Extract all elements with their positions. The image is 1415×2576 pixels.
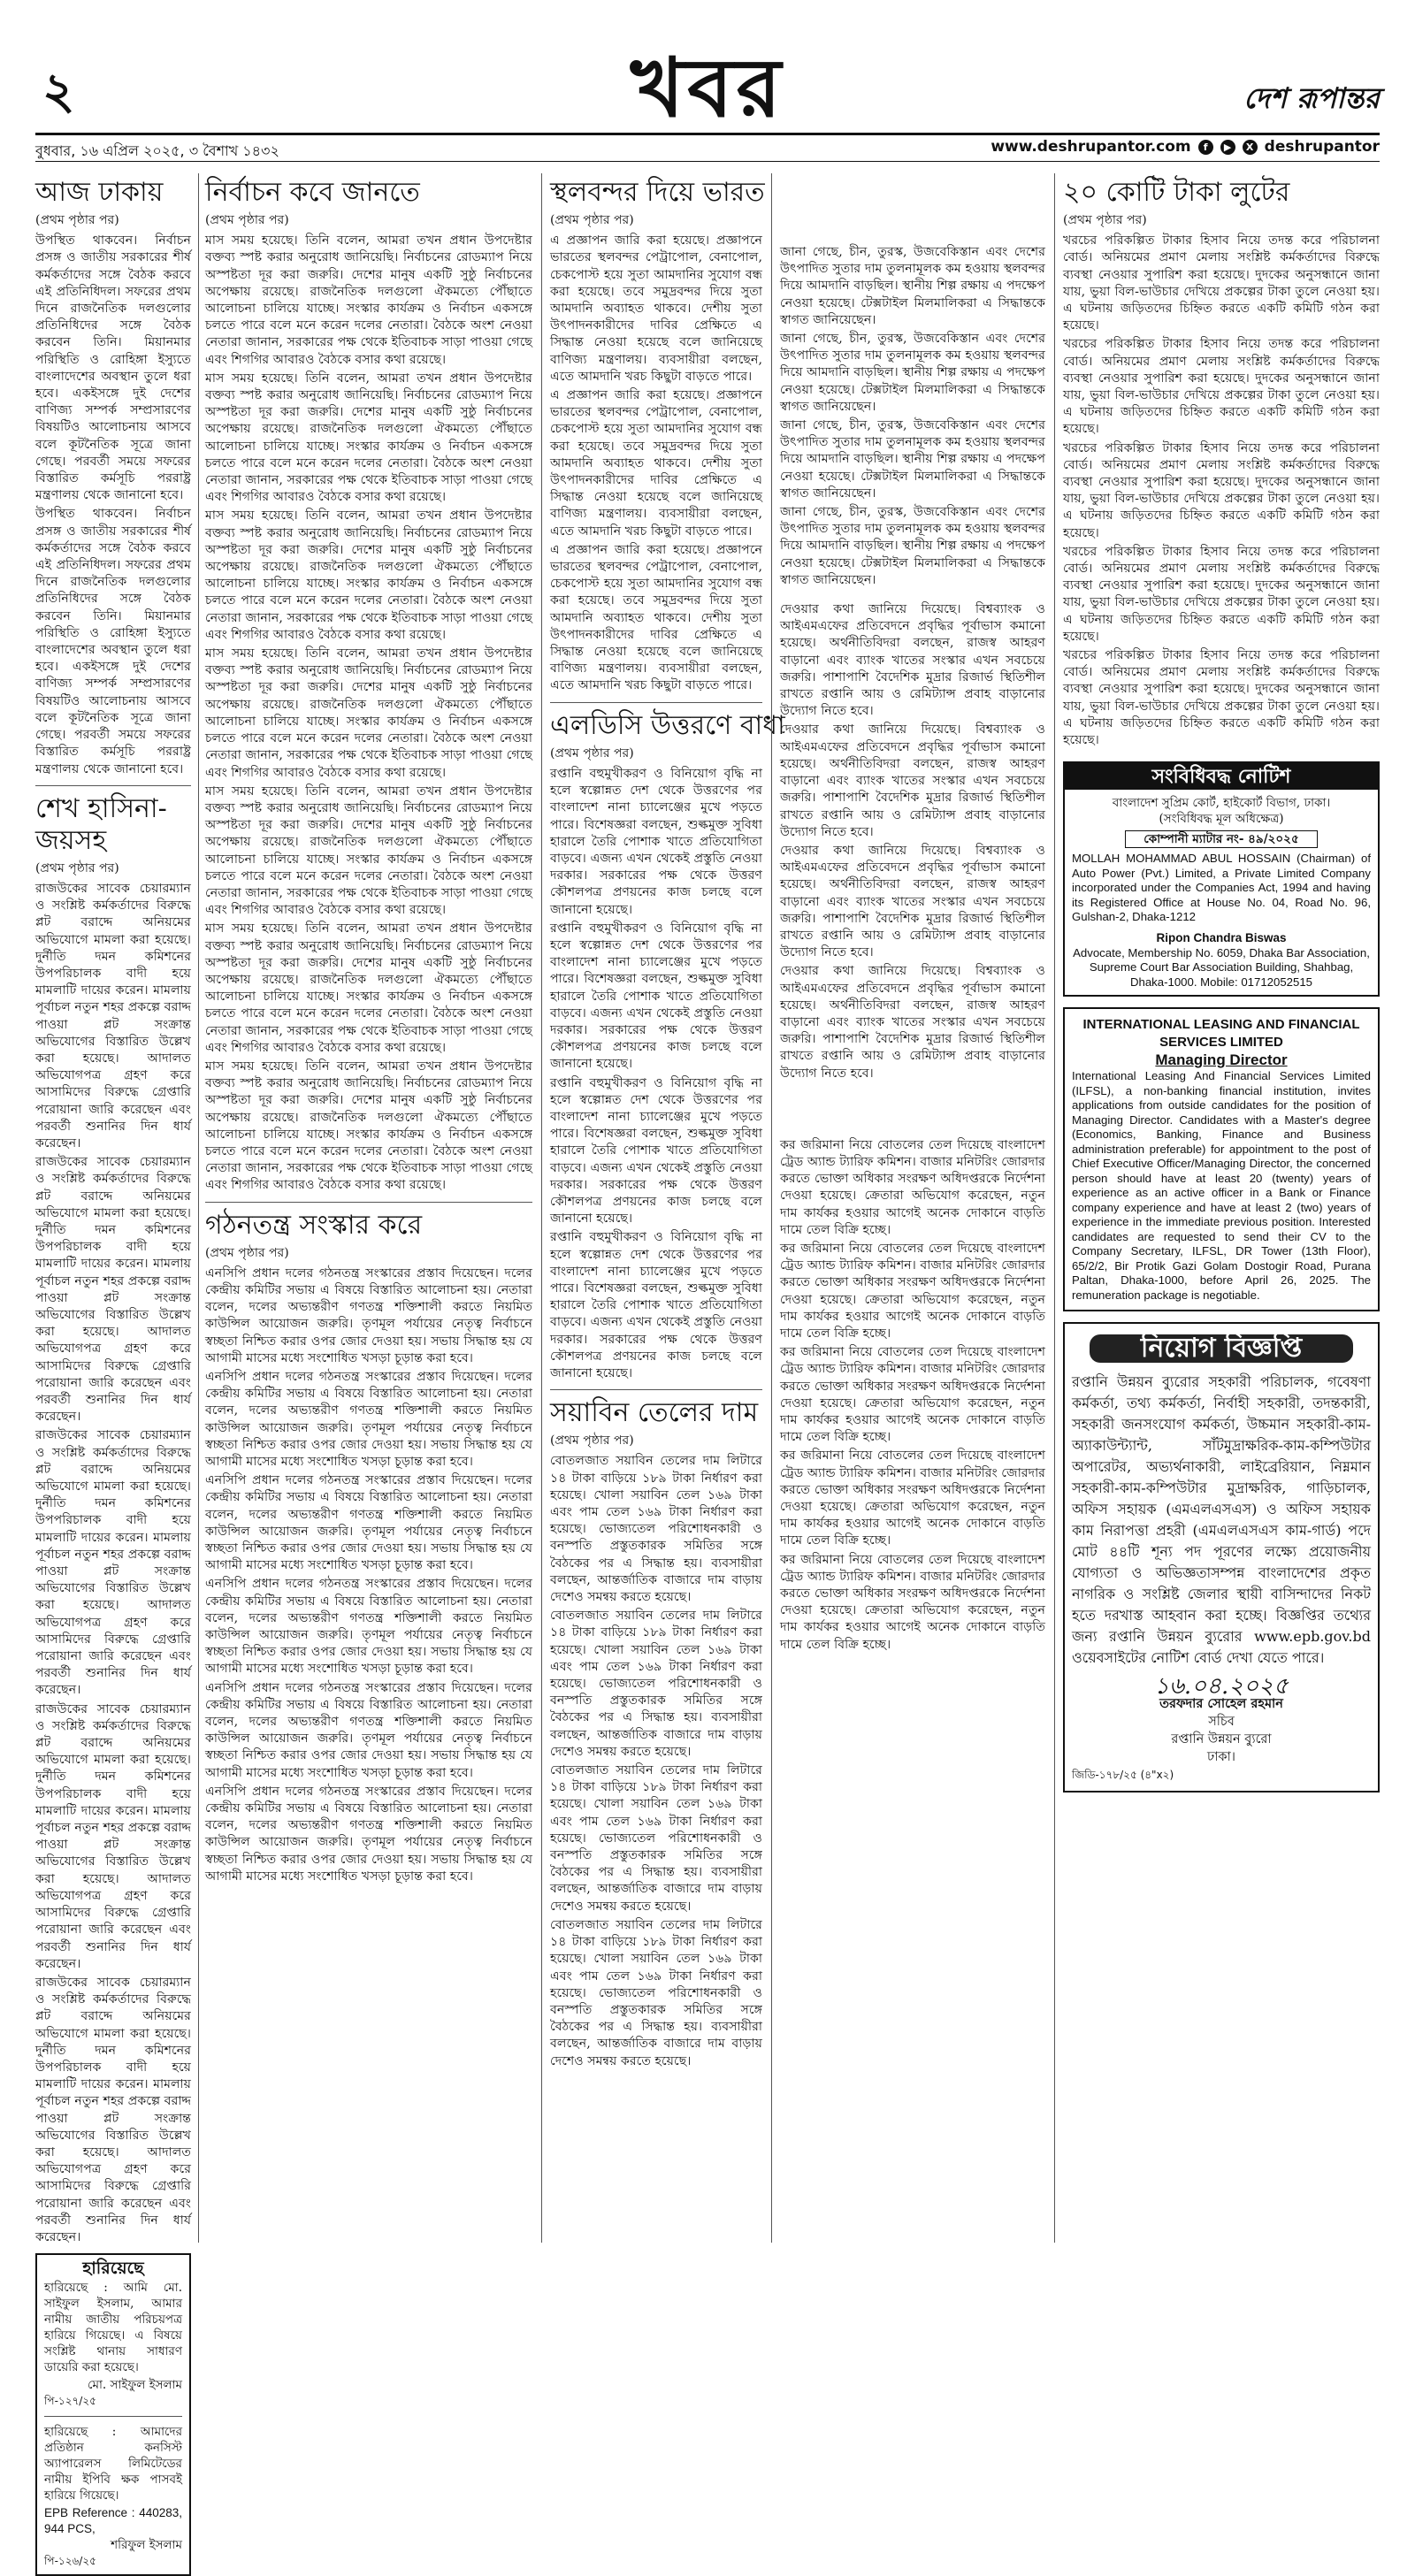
bottom-rule [35, 161, 1380, 162]
lost-notice-text: হারিয়েছে : আমি মো. সাইফুল ইসলাম, আমার নামীয় জাতীয় পরিচয়পত্র হারিয়ে গিয়েছে। এ বিষয়ে সংশ্লিষ্ট থানায় সাধারণ ডায়েরি করা হয়েছে। [44, 2281, 182, 2375]
column-divider [198, 173, 199, 2243]
article-body: এ প্রজ্ঞাপন জারি করা হয়েছে। প্রজ্ঞাপনে ভারতের স্থলবন্দর পেট্রাপোল, বেনাপোল, চেকপোস্ট হয়ে সুতা আমদানির সুযোগ বন্ধ করা হয়েছে। তবে সমুদ্রবন্দর দিয়ে সুতা আমদানি অব্যাহত থাকবে। দেশীয় সুতা উৎপাদনকারীদের দাবির প্রেক্ষিতে এ সিদ্ধান্ত নেওয়া হয়েছে বলে জানিয়েছে বাণিজ্য মন্ত্রণালয়। ব্যবসায়ীরা বলছেন, এতে আমদানি খরচ কিছুটা বাড়তে পারে। [550, 388, 762, 539]
article-body: রাজউকের সাবেক চেয়ারম্যান ও সংশ্লিষ্ট কর্মকর্তাদের বিরুদ্ধে প্লট বরাদ্দে অনিয়মের অভিযোগে মামলা করা হয়েছে। দুর্নীতি দমন কমিশনের উপপরিচালক বাদী হয়ে মামলাটি দায়ের করেন। মামলায় পূর্বাচল নতুন শহর প্রকল্পে বরাদ্দ পাওয়া প্লট সংক্রান্ত অভিযোগের বিস্তারিত উল্লেখ করা হয়েছে। আদালত অভিযোগপত্র গ্রহণ করে আসামিদের বিরুদ্ধে গ্রেপ্তারি পরোয়ানা জারি করেছেন এবং পরবর্তী শুনানির দিন ধার্য করেছেন। [35, 1701, 191, 1971]
article-body: জানা গেছে, চীন, তুরস্ক, উজবেকিস্তান এবং দেশের উৎপাদিত সুতার দাম তুলনামূলক কম হওয়ায় স্থলবন্দর দিয়ে আমদানি বাড়ছিল। স্থানীয় শিল্প রক্ষায় এ পদক্ষেপ নেওয়া হয়েছে। টেক্সটাইল মিলমালিকরা এ সিদ্ধান্তকে স্বাগত জানিয়েছেন। [780, 418, 1045, 501]
ilfsl-ad-body: International Leasing And Financial Services Limited (ILFSL), a non-banking financial institution, invites applications from outside candidates for the position of Managing Director. Candidates with a Master's degree (Economics, Banking, Finance and Business administration preferable) for appointment to the post of Chief Executive Officer/Managing Director, the concerned person should have at least 20 (twenty) years of experience as an active officer in a Bank or Finance company experience and have at least 2 (two) years of experience in the immediate previous position. Interested candidates are requested to send their CV to the Company Secretary, ILFSL, DR Tower (13th Floor), 65/2/2, Bir Protik Gazi Golam Dostogir Road, Purana Paltan, Dhaka-1000, before April 26, 2025. The remuneration package is negotiable. [1072, 1069, 1371, 1302]
article-body: রপ্তানি বহুমুখীকরণ ও বিনিয়োগ বৃদ্ধি না হলে স্বল্পোন্নত দেশ থেকে উত্তরণের পর বাংলাদেশ নানা চ্যালেঞ্জের মুখে পড়তে পারে। বিশেষজ্ঞরা বলছেন, শুল্কমুক্ত সুবিধা হারালে তৈরি পোশাক খাতে প্রতিযোগিতা বাড়বে। এজন্য এখন থেকেই প্রস্তুতি নেওয়া দরকার। সরকারের পক্ষ থেকে উত্তরণ কৌশলপত্র প্রণয়নের কাজ চলছে বলে জানানো হয়েছে। [550, 1230, 762, 1380]
headline-soybean-oil[interactable]: সয়াবিন তেলের দাম [550, 1397, 759, 1429]
article-body: রপ্তানি বহুমুখীকরণ ও বিনিয়োগ বৃদ্ধি না হলে স্বল্পোন্নত দেশ থেকে উত্তরণের পর বাংলাদেশ নানা চ্যালেঞ্জের মুখে পড়তে পারে। বিশেষজ্ঞরা বলছেন, শুল্কমুক্ত সুবিধা হারালে তৈরি পোশাক খাতে প্রতিযোগিতা বাড়বে। এজন্য এখন থেকেই প্রস্তুতি নেওয়া দরকার। সরকারের পক্ষ থেকে উত্তরণ কৌশলপত্র প্রণয়নের কাজ চলছে বলে জানানো হয়েছে। [550, 766, 762, 917]
lost-notice-title: হারিয়েছে [82, 2259, 144, 2279]
article-body: কর জরিমানা নিয়ে বোতলের তেল দিয়েছে বাংলাদেশ ট্রেড অ্যান্ড ট্যারিফ কমিশন। বাজার মনিটরিং জোরদার করতে ভোক্তা অধিকার সংরক্ষণ অধিদপ্তরকে নির্দেশনা দেওয়া হয়েছে। ক্রেতারা অভিযোগ করেছেন, নতুন দাম কার্যকর হওয়ার আগেই অনেক দোকানে বাড়তি দামে তেল বিক্রি হচ্ছে। [780, 1552, 1045, 1652]
column-1 [35, 173, 191, 2568]
lost-notice-text: হারিয়েছে : আমাদের প্রতিষ্ঠান কনসিস্ট অ্যাপারেলস লিমিটেডের নামীয় ইপিবি ক্ষক পাসবই হারিয়ে গিয়েছে। [44, 2425, 182, 2503]
recruitment-notice [1063, 1322, 1380, 1792]
recruitment-body: রপ্তানি উন্নয়ন ব্যুরোর সহকারী পরিচালক, গবেষণা কর্মকর্তা, তথ্য কর্মকর্তা, নির্বাহী সহকারী, তদন্তকারী, সহকারী জনসংযোগ কর্মকর্তা, উচ্চমান সহকারী-কাম-অ্যাকাউন্ট্যান্ট, সাঁটমুদ্রাক্ষরিক-কাম-কম্পিউটার অপারেটর, অভ্যর্থনাকারী, লাইব্রেরিয়ান, নিম্নমান সহকারী-কাম-কম্পিউটার মুদ্রাক্ষরিক, গাড়িচালক, অফিস সহায়ক (এমএলএসএস) ও অফিস সহায়ক কাম নিরাপত্তা প্রহরী (এমএলএসএস কাম-গার্ড) পদে মোট ৪৪টি শূন্য পদ পূরণের লক্ষ্যে প্রয়োজনীয় যোগ্যতা ও অভিজ্ঞতাসম্পন্ন বাংলাদেশের প্রকৃত নাগরিক ও সংশ্লিষ্ট জেলার স্থায়ী বাসিন্দাদের নিকট হতে দরখাস্ত আহবান করা হচ্ছে। বিজ্ঞপ্তির তথ্যের জন্য রপ্তানি উন্নয়ন ব্যুরোর www.epb.gov.bd ওয়েবসাইটের নোটিশ বোর্ড দেখা যেতে পারে। [1072, 1373, 1371, 1667]
notice-english-text: MOLLAH MOHAMMAD ABUL HOSSAIN (Chairman) of Auto Power (Pvt.) Limited, a Private Limited Company incorporated under the Companies Act, 1994 and having its Registered Office at House No. 04, Road No. 96, Gulshan-2, Dhaka-1212 [1072, 852, 1371, 924]
article-body: বোতলজাত সয়াবিন তেলের দাম লিটারে ১৪ টাকা বাড়িয়ে ১৮৯ টাকা নির্ধারণ করা হয়েছে। খোলা সয়াবিন তেল ১৬৯ টাকা এবং পাম তেল ১৬৯ টাকা নির্ধারণ করা হয়েছে। ভোজ্যতেল পরিশোধনকারী ও বনস্পতি প্রস্তুতকারক সমিতির সঙ্গে বৈঠকের পর এ সিদ্ধান্ত হয়। ব্যবসায়ীরা বলছেন, আন্তর্জাতিক বাজারে দাম বাড়ায় দেশেও সমন্বয় করতে হয়েছে। [550, 1609, 762, 1759]
headline-ldc-graduation[interactable]: এলডিসি উত্তরণে বাধা [550, 709, 785, 741]
article-body: মাস সময় হয়েছে। তিনি বলেন, আমরা তখন প্রধান উপদেষ্টার বক্তব্য স্পষ্ট করার অনুরোধ জানিয়েছি। নির্বাচনের রোডম্যাপ নিয়ে অস্পষ্টতা দূর করা জরুরি। দেশের মানুষ একটি সুষ্ঠু নির্বাচনের অপেক্ষায় রয়েছে। রাজনৈতিক দলগুলো ঐকমত্যে পৌঁছাতে আলোচনা চালিয়ে যাচ্ছে। সংস্কার কার্যক্রম ও নির্বাচন একসঙ্গে চলতে পারে বলে মনে করেন দলের নেতারা। বৈঠকে অংশ নেওয়া নেতারা জানান, সরকারের পক্ষ থেকে ইতিবাচক সাড়া পাওয়া গেছে এবং শিগগির আবারও বৈঠকে বসার কথা রয়েছে। [205, 646, 532, 780]
article-body: রাজউকের সাবেক চেয়ারম্যান ও সংশ্লিষ্ট কর্মকর্তাদের বিরুদ্ধে প্লট বরাদ্দে অনিয়মের অভিযোগে মামলা করা হয়েছে। দুর্নীতি দমন কমিশনের উপপরিচালক বাদী হয়ে মামলাটি দায়ের করেন। মামলায় পূর্বাচল নতুন শহর প্রকল্পে বরাদ্দ পাওয়া প্লট সংক্রান্ত অভিযোগের বিস্তারিত উল্লেখ করা হয়েছে। আদালত অভিযোগপত্র গ্রহণ করে আসামিদের বিরুদ্ধে গ্রেপ্তারি পরোয়ানা জারি করেছেন এবং পরবর্তী শুনানির দিন ধার্য করেছেন। [35, 881, 191, 1150]
article-body: এনসিপি প্রধান দলের গঠনতন্ত্র সংস্কারের প্রস্তাব দিয়েছেন। দলের কেন্দ্রীয় কমিটির সভায় এ বিষয়ে বিস্তারিত আলোচনা হয়। নেতারা বলেন, দলের অভ্যন্তরীণ গণতন্ত্র শক্তিশালী করতে নিয়মিত কাউন্সিল আয়োজন জরুরি। তৃণমূল পর্যায়ের নেতৃত্ব নির্বাচনে স্বচ্ছতা নিশ্চিত করার ওপর জোর দেওয়া হয়। সভায় সিদ্ধান্ত হয় যে আগামী মাসের মধ্যে সংশোধিত খসড়া চূড়ান্ত করা হবে। [205, 1784, 532, 1884]
divider [550, 1389, 762, 1390]
article-body: খরচের পরিকল্পিত টাকার হিসাব নিয়ে তদন্ত করে পরিচালনা বোর্ড। অনিয়মের প্রমাণ মেলায় সংশ্লিষ্ট কর্মকর্তাদের বিরুদ্ধে ব্যবস্থা নেওয়ার সুপারিশ করা হয়েছে। দুদকের অনুসন্ধানে জানা যায়, ভুয়া বিল-ভাউচার দেখিয়ে প্রকল্পের টাকা তুলে নেওয়া হয়। এ ঘটনায় জড়িতদের চিহ্নিত করতে একটি কমিটি গঠন করা হয়েছে। [1063, 337, 1380, 437]
website-link[interactable]: www.deshrupantor.com [990, 138, 1191, 156]
continued-label: (প্রথম পৃষ্ঠার পর) [550, 745, 634, 761]
social-handle[interactable]: deshrupantor [1264, 138, 1380, 156]
article-body: মাস সময় হয়েছে। তিনি বলেন, আমরা তখন প্রধান উপদেষ্টার বক্তব্য স্পষ্ট করার অনুরোধ জানিয়েছি। নির্বাচনের রোডম্যাপ নিয়ে অস্পষ্টতা দূর করা জরুরি। দেশের মানুষ একটি সুষ্ঠু নির্বাচনের অপেক্ষায় রয়েছে। রাজনৈতিক দলগুলো ঐকমত্যে পৌঁছাতে আলোচনা চালিয়ে যাচ্ছে। সংস্কার কার্যক্রম ও নির্বাচন একসঙ্গে চলতে পারে বলে মনে করেন দলের নেতারা। বৈঠকে অংশ নেওয়া নেতারা জানান, সরকারের পক্ষ থেকে ইতিবাচক সাড়া পাওয়া গেছে এবং শিগগির আবারও বৈঠকে বসার কথা রয়েছে। [205, 371, 532, 505]
notice-lawyer-name: Ripon Chandra Biswas [1156, 930, 1287, 944]
recruitment-signatory: তরফদার সোহেল রহমান [1159, 1696, 1283, 1712]
column-divider [1054, 173, 1055, 2243]
headline-constitution-reform[interactable]: গঠনতন্ত্র সংস্কার করে [205, 1209, 423, 1241]
lost-notice-sign: শরিফুল ইসলাম [111, 2538, 182, 2553]
statutory-notice [1063, 761, 1380, 997]
recruitment-city: ঢাকা। [1207, 1750, 1235, 1765]
article-body: দেওয়ার কথা জানিয়ে দিয়েছে। বিশ্বব্যাংক ও আইএমএফের প্রতিবেদনে প্রবৃদ্ধির পূর্বাভাস কমানো হয়েছে। অর্থনীতিবিদরা বলছেন, রাজস্ব আহরণ বাড়ানো এবং ব্যাংক খাতের সংস্কার এখন সবচেয়ে জরুরি। পাশাপাশি বৈদেশিক মুদ্রার রিজার্ভ স্থিতিশীল রাখতে রপ্তানি আয় ও রেমিট্যান্স প্রবাহ বাড়ানোর উদ্যোগ নিতে হবে। [780, 843, 1045, 960]
article-body: মাস সময় হয়েছে। তিনি বলেন, আমরা তখন প্রধান উপদেষ্টার বক্তব্য স্পষ্ট করার অনুরোধ জানিয়েছি। নির্বাচনের রোডম্যাপ নিয়ে অস্পষ্টতা দূর করা জরুরি। দেশের মানুষ একটি সুষ্ঠু নির্বাচনের অপেক্ষায় রয়েছে। রাজনৈতিক দলগুলো ঐকমত্যে পৌঁছাতে আলোচনা চালিয়ে যাচ্ছে। সংস্কার কার্যক্রম ও নির্বাচন একসঙ্গে চলতে পারে বলে মনে করেন দলের নেতারা। বৈঠকে অংশ নেওয়া নেতারা জানান, সরকারের পক্ষ থেকে ইতিবাচক সাড়া পাওয়া গেছে এবং শিগগির আবারও বৈঠকে বসার কথা রয়েছে। [205, 784, 532, 918]
article-body: মাস সময় হয়েছে। তিনি বলেন, আমরা তখন প্রধান উপদেষ্টার বক্তব্য স্পষ্ট করার অনুরোধ জানিয়েছি। নির্বাচনের রোডম্যাপ নিয়ে অস্পষ্টতা দূর করা জরুরি। দেশের মানুষ একটি সুষ্ঠু নির্বাচনের অপেক্ষায় রয়েছে। রাজনৈতিক দলগুলো ঐকমত্যে পৌঁছাতে আলোচনা চালিয়ে যাচ্ছে। সংস্কার কার্যক্রম ও নির্বাচন একসঙ্গে চলতে পারে বলে মনে করেন দলের নেতারা। বৈঠকে অংশ নেওয়া নেতারা জানান, সরকারের পক্ষ থেকে ইতিবাচক সাড়া পাওয়া গেছে এবং শিগগির আবারও বৈঠকে বসার কথা রয়েছে। [205, 1059, 532, 1193]
article-body: মাস সময় হয়েছে। তিনি বলেন, আমরা তখন প্রধান উপদেষ্টার বক্তব্য স্পষ্ট করার অনুরোধ জানিয়েছি। নির্বাচনের রোডম্যাপ নিয়ে অস্পষ্টতা দূর করা জরুরি। দেশের মানুষ একটি সুষ্ঠু নির্বাচনের অপেক্ষায় রয়েছে। রাজনৈতিক দলগুলো ঐকমত্যে পৌঁছাতে আলোচনা চালিয়ে যাচ্ছে। সংস্কার কার্যক্রম ও নির্বাচন একসঙ্গে চলতে পারে বলে মনে করেন দলের নেতারা। বৈঠকে অংশ নেওয়া নেতারা জানান, সরকারের পক্ষ থেকে ইতিবাচক সাড়া পাওয়া গেছে এবং শিগগির আবারও বৈঠকে বসার কথা রয়েছে। [205, 508, 532, 642]
column-4 [780, 173, 1045, 2243]
recruitment-code: জিডি-১৭৮/২৫ (৪"x২) [1072, 1769, 1174, 1782]
ilfsl-job-ad [1063, 1007, 1380, 1311]
article-body: এনসিপি প্রধান দলের গঠনতন্ত্র সংস্কারের প্রস্তাব দিয়েছেন। দলের কেন্দ্রীয় কমিটির সভায় এ বিষয়ে বিস্তারিত আলোচনা হয়। নেতারা বলেন, দলের অভ্যন্তরীণ গণতন্ত্র শক্তিশালী করতে নিয়মিত কাউন্সিল আয়োজন জরুরি। তৃণমূল পর্যায়ের নেতৃত্ব নির্বাচনে স্বচ্ছতা নিশ্চিত করার ওপর জোর দেওয়া হয়। সভায় সিদ্ধান্ত হয় যে আগামী মাসের মধ্যে সংশোধিত খসড়া চূড়ান্ত করা হবে। [205, 1370, 532, 1470]
ilfsl-position: Managing Director [1155, 1051, 1288, 1069]
column-2 [205, 173, 532, 2243]
article-body: এনসিপি প্রধান দলের গঠনতন্ত্র সংস্কারের প্রস্তাব দিয়েছেন। দলের কেন্দ্রীয় কমিটির সভায় এ বিষয়ে বিস্তারিত আলোচনা হয়। নেতারা বলেন, দলের অভ্যন্তরীণ গণতন্ত্র শক্তিশালী করতে নিয়মিত কাউন্সিল আয়োজন জরুরি। তৃণমূল পর্যায়ের নেতৃত্ব নির্বাচনে স্বচ্ছতা নিশ্চিত করার ওপর জোর দেওয়া হয়। সভায় সিদ্ধান্ত হয় যে আগামী মাসের মধ্যে সংশোধিত খসড়া চূড়ান্ত করা হবে। [205, 1680, 532, 1780]
divider [205, 1202, 532, 1203]
recruitment-signatory-title: সচিব [1208, 1715, 1235, 1730]
recruitment-title: নিয়োগ বিজ্ঞপ্তি [1090, 1334, 1353, 1363]
article-body: বোতলজাত সয়াবিন তেলের দাম লিটারে ১৪ টাকা বাড়িয়ে ১৮৯ টাকা নির্ধারণ করা হয়েছে। খোলা সয়াবিন তেল ১৬৯ টাকা এবং পাম তেল ১৬৯ টাকা নির্ধারণ করা হয়েছে। ভোজ্যতেল পরিশোধনকারী ও বনস্পতি প্রস্তুতকারক সমিতির সঙ্গে বৈঠকের পর এ সিদ্ধান্ত হয়। ব্যবসায়ীরা বলছেন, আন্তর্জাতিক বাজারে দাম বাড়ায় দেশেও সমন্বয় করতে হয়েছে। [550, 1454, 762, 1605]
article-body: দেওয়ার কথা জানিয়ে দিয়েছে। বিশ্বব্যাংক ও আইএমএফের প্রতিবেদনে প্রবৃদ্ধির পূর্বাভাস কমানো হয়েছে। অর্থনীতিবিদরা বলছেন, রাজস্ব আহরণ বাড়ানো এবং ব্যাংক খাতের সংস্কার এখন সবচেয়ে জরুরি। পাশাপাশি বৈদেশিক মুদ্রার রিজার্ভ স্থিতিশীল রাখতে রপ্তানি আয় ও রেমিট্যান্স প্রবাহ বাড়ানোর উদ্যোগ নিতে হবে। [780, 964, 1045, 1081]
article-body: রাজউকের সাবেক চেয়ারম্যান ও সংশ্লিষ্ট কর্মকর্তাদের বিরুদ্ধে প্লট বরাদ্দে অনিয়মের অভিযোগে মামলা করা হয়েছে। দুর্নীতি দমন কমিশনের উপপরিচালক বাদী হয়ে মামলাটি দায়ের করেন। মামলায় পূর্বাচল নতুন শহর প্রকল্পে বরাদ্দ পাওয়া প্লট সংক্রান্ত অভিযোগের বিস্তারিত উল্লেখ করা হয়েছে। আদালত অভিযোগপত্র গ্রহণ করে আসামিদের বিরুদ্ধে গ্রেপ্তারি পরোয়ানা জারি করেছেন এবং পরবর্তী শুনানির দিন ধার্য করেছেন। [35, 1975, 191, 2244]
divider [35, 785, 191, 786]
notice-court: বাংলাদেশ সুপ্রিম কোর্ট, হাইকোর্ট বিভাগ, ঢাকা। [1112, 796, 1331, 811]
article-body: মাস সময় হয়েছে। তিনি বলেন, আমরা তখন প্রধান উপদেষ্টার বক্তব্য স্পষ্ট করার অনুরোধ জানিয়েছি। নির্বাচনের রোডম্যাপ নিয়ে অস্পষ্টতা দূর করা জরুরি। দেশের মানুষ একটি সুষ্ঠু নির্বাচনের অপেক্ষায় রয়েছে। রাজনৈতিক দলগুলো ঐকমত্যে পৌঁছাতে আলোচনা চালিয়ে যাচ্ছে। সংস্কার কার্যক্রম ও নির্বাচন একসঙ্গে চলতে পারে বলে মনে করেন দলের নেতারা। বৈঠকে অংশ নেওয়া নেতারা জানান, সরকারের পক্ষ থেকে ইতিবাচক সাড়া পাওয়া গেছে এবং শিগগির আবারও বৈঠকে বসার কথা রয়েছে। [205, 233, 532, 367]
headline-land-port[interactable]: স্থলবন্দর দিয়ে ভারত [550, 177, 765, 208]
facebook-icon[interactable]: f [1198, 140, 1213, 155]
article-body: মাস সময় হয়েছে। তিনি বলেন, আমরা তখন প্রধান উপদেষ্টার বক্তব্য স্পষ্ট করার অনুরোধ জানিয়েছি। নির্বাচনের রোডম্যাপ নিয়ে অস্পষ্টতা দূর করা জরুরি। দেশের মানুষ একটি সুষ্ঠু নির্বাচনের অপেক্ষায় রয়েছে। রাজনৈতিক দলগুলো ঐকমত্যে পৌঁছাতে আলোচনা চালিয়ে যাচ্ছে। সংস্কার কার্যক্রম ও নির্বাচন একসঙ্গে চলতে পারে বলে মনে করেন দলের নেতারা। বৈঠকে অংশ নেওয়া নেতারা জানান, সরকারের পক্ষ থেকে ইতিবাচক সাড়া পাওয়া গেছে এবং শিগগির আবারও বৈঠকে বসার কথা রয়েছে। [205, 921, 532, 1055]
article-body: দেওয়ার কথা জানিয়ে দিয়েছে। বিশ্বব্যাংক ও আইএমএফের প্রতিবেদনে প্রবৃদ্ধির পূর্বাভাস কমানো হয়েছে। অর্থনীতিবিদরা বলছেন, রাজস্ব আহরণ বাড়ানো এবং ব্যাংক খাতের সংস্কার এখন সবচেয়ে জরুরি। পাশাপাশি বৈদেশিক মুদ্রার রিজার্ভ স্থিতিশীল রাখতে রপ্তানি আয় ও রেমিট্যান্স প্রবাহ বাড়ানোর উদ্যোগ নিতে হবে। [780, 722, 1045, 839]
article-body: খরচের পরিকল্পিত টাকার হিসাব নিয়ে তদন্ত করে পরিচালনা বোর্ড। অনিয়মের প্রমাণ মেলায় সংশ্লিষ্ট কর্মকর্তাদের বিরুদ্ধে ব্যবস্থা নেওয়ার সুপারিশ করা হয়েছে। দুদকের অনুসন্ধানে জানা যায়, ভুয়া বিল-ভাউচার দেখিয়ে প্রকল্পের টাকা তুলে নেওয়া হয়। এ ঘটনায় জড়িতদের চিহ্নিত করতে একটি কমিটি গঠন করা হয়েছে। [1063, 648, 1380, 748]
statutory-notice-title: সংবিধিবদ্ধ নোটিশ [1065, 763, 1378, 790]
continued-label: (প্রথম পৃষ্ঠার পর) [1063, 213, 1147, 227]
web-links [990, 138, 1380, 156]
article-body: খরচের পরিকল্পিত টাকার হিসাব নিয়ে তদন্ত করে পরিচালনা বোর্ড। অনিয়মের প্রমাণ মেলায় সংশ্লিষ্ট কর্মকর্তাদের বিরুদ্ধে ব্যবস্থা নেওয়ার সুপারিশ করা হয়েছে। দুদকের অনুসন্ধানে জানা যায়, ভুয়া বিল-ভাউচার দেখিয়ে প্রকল্পের টাকা তুলে নেওয়া হয়। এ ঘটনায় জড়িতদের চিহ্নিত করতে একটি কমিটি গঠন করা হয়েছে। [1063, 233, 1380, 333]
lost-notice-sign: মো. সাইফুল ইসলাম [88, 2378, 182, 2393]
article-body: জানা গেছে, চীন, তুরস্ক, উজবেকিস্তান এবং দেশের উৎপাদিত সুতার দাম তুলনামূলক কম হওয়ায় স্থলবন্দর দিয়ে আমদানি বাড়ছিল। স্থানীয় শিল্প রক্ষায় এ পদক্ষেপ নেওয়া হয়েছে। টেক্সটাইল মিলমালিকরা এ সিদ্ধান্তকে স্বাগত জানিয়েছেন। [780, 245, 1045, 327]
article-body: খরচের পরিকল্পিত টাকার হিসাব নিয়ে তদন্ত করে পরিচালনা বোর্ড। অনিয়মের প্রমাণ মেলায় সংশ্লিষ্ট কর্মকর্তাদের বিরুদ্ধে ব্যবস্থা নেওয়ার সুপারিশ করা হয়েছে। দুদকের অনুসন্ধানে জানা যায়, ভুয়া বিল-ভাউচার দেখিয়ে প্রকল্পের টাকা তুলে নেওয়া হয়। এ ঘটনায় জড়িতদের চিহ্নিত করতে একটি কমিটি গঠন করা হয়েছে। [1063, 544, 1380, 644]
lost-notice-ref: EPB Reference : 440283, 944 PCS, [44, 2506, 182, 2536]
article-body: জানা গেছে, চীন, তুরস্ক, উজবেকিস্তান এবং দেশের উৎপাদিত সুতার দাম তুলনামূলক কম হওয়ায় স্থলবন্দর দিয়ে আমদানি বাড়ছিল। স্থানীয় শিল্প রক্ষায় এ পদক্ষেপ নেওয়া হয়েছে। টেক্সটাইল মিলমালিকরা এ সিদ্ধান্তকে স্বাগত জানিয়েছেন। [780, 332, 1045, 414]
article-body: এ প্রজ্ঞাপন জারি করা হয়েছে। প্রজ্ঞাপনে ভারতের স্থলবন্দর পেট্রাপোল, বেনাপোল, চেকপোস্ট হয়ে সুতা আমদানির সুযোগ বন্ধ করা হয়েছে। তবে সমুদ্রবন্দর দিয়ে সুতা আমদানি অব্যাহত থাকবে। দেশীয় সুতা উৎপাদনকারীদের দাবির প্রেক্ষিতে এ সিদ্ধান্ত নেওয়া হয়েছে বলে জানিয়েছে বাণিজ্য মন্ত্রণালয়। ব্যবসায়ীরা বলছেন, এতে আমদানি খরচ কিছুটা বাড়তে পারে। [550, 542, 762, 693]
page-number: ২ [42, 62, 75, 120]
continued-label: (প্রথম পৃষ্ঠার পর) [550, 1433, 634, 1449]
continued-label: (প্রথম পৃষ্ঠার পর) [205, 213, 289, 227]
ilfsl-company-name: INTERNATIONAL LEASING AND FINANCIAL SERVICES LIMITED [1082, 1017, 1360, 1051]
article-body: দেওয়ার কথা জানিয়ে দিয়েছে। বিশ্বব্যাংক ও আইএমএফের প্রতিবেদনে প্রবৃদ্ধির পূর্বাভাস কমানো হয়েছে। অর্থনীতিবিদরা বলছেন, রাজস্ব আহরণ বাড়ানো এবং ব্যাংক খাতের সংস্কার এখন সবচেয়ে জরুরি। পাশাপাশি বৈদেশিক মুদ্রার রিজার্ভ স্থিতিশীল রাখতে রপ্তানি আয় ও রেমিট্যান্স প্রবাহ বাড়ানোর উদ্যোগ নিতে হবে। [780, 602, 1045, 719]
divider [44, 2416, 182, 2417]
continued-label: (প্রথম পৃষ্ঠার পর) [205, 1245, 289, 1260]
article-body: রাজউকের সাবেক চেয়ারম্যান ও সংশ্লিষ্ট কর্মকর্তাদের বিরুদ্ধে প্লট বরাদ্দে অনিয়মের অভিযোগে মামলা করা হয়েছে। দুর্নীতি দমন কমিশনের উপপরিচালক বাদী হয়ে মামলাটি দায়ের করেন। মামলায় পূর্বাচল নতুন শহর প্রকল্পে বরাদ্দ পাওয়া প্লট সংক্রান্ত অভিযোগের বিস্তারিত উল্লেখ করা হয়েছে। আদালত অভিযোগপত্র গ্রহণ করে আসামিদের বিরুদ্ধে গ্রেপ্তারি পরোয়ানা জারি করেছেন এবং পরবর্তী শুনানির দিন ধার্য করেছেন। [35, 1428, 191, 1698]
article-body: কর জরিমানা নিয়ে বোতলের তেল দিয়েছে বাংলাদেশ ট্রেড অ্যান্ড ট্যারিফ কমিশন। বাজার মনিটরিং জোরদার করতে ভোক্তা অধিকার সংরক্ষণ অধিদপ্তরকে নির্দেশনা দেওয়া হয়েছে। ক্রেতারা অভিযোগ করেছেন, নতুন দাম কার্যকর হওয়ার আগেই অনেক দোকানে বাড়তি দামে তেল বিক্রি হচ্ছে। [780, 1137, 1045, 1237]
continued-label: (প্রথম পৃষ্ঠার পর) [550, 213, 634, 227]
lost-notice-box [35, 2253, 191, 2576]
section-title: খবর [630, 40, 785, 135]
headline-aj-dhakay[interactable]: আজ ঢাকায় [35, 177, 164, 208]
article-body: উপস্থিত থাকবেন। নির্বাচন প্রসঙ্গ ও জাতীয় সরকারের শীর্ষ কর্মকর্তাদের সঙ্গে বৈঠক করবে এই প্রতিনিধিদল। সফরের প্রথম দিনে রাজনৈতিক দলগুলোর প্রতিনিধিদের সঙ্গে বৈঠক করবেন তিনি। মিয়ানমার পরিস্থিতি ও রোহিঙ্গা ইস্যুতে বাংলাদেশের অবস্থান তুলে ধরা হবে। একইসঙ্গে দুই দেশের বাণিজ্য সম্পর্ক সম্প্রসারণের বিষয়টিও আলোচনায় আসবে বলে কূটনৈতিক সূত্রে জানা গেছে। পরবর্তী সময়ে সফরের বিস্তারিত কর্মসূচি পররাষ্ট্র মন্ত্রণালয় থেকে জানানো হবে। [35, 233, 191, 503]
article-body: এনসিপি প্রধান দলের গঠনতন্ত্র সংস্কারের প্রস্তাব দিয়েছেন। দলের কেন্দ্রীয় কমিটির সভায় এ বিষয়ে বিস্তারিত আলোচনা হয়। নেতারা বলেন, দলের অভ্যন্তরীণ গণতন্ত্র শক্তিশালী করতে নিয়মিত কাউন্সিল আয়োজন জরুরি। তৃণমূল পর্যায়ের নেতৃত্ব নির্বাচনে স্বচ্ছতা নিশ্চিত করার ওপর জোর দেওয়া হয়। সভায় সিদ্ধান্ত হয় যে আগামী মাসের মধ্যে সংশোধিত খসড়া চূড়ান্ত করা হবে। [205, 1577, 532, 1677]
notice-case-number: কোম্পানী ম্যাটার নং- ৪৯/২০২৫ [1125, 830, 1318, 848]
headline-election[interactable]: নির্বাচন কবে জানতে [205, 177, 420, 208]
lost-notice-code: পি-১২৭/২৫ [44, 2395, 96, 2408]
article-body: কর জরিমানা নিয়ে বোতলের তেল দিয়েছে বাংলাদেশ ট্রেড অ্যান্ড ট্যারিফ কমিশন। বাজার মনিটরিং জোরদার করতে ভোক্তা অধিকার সংরক্ষণ অধিদপ্তরকে নির্দেশনা দেওয়া হয়েছে। ক্রেতারা অভিযোগ করেছেন, নতুন দাম কার্যকর হওয়ার আগেই অনেক দোকানে বাড়তি দামে তেল বিক্রি হচ্ছে। [780, 1449, 1045, 1548]
column-divider [541, 173, 542, 2243]
divider [550, 702, 762, 703]
continued-label: (প্রথম পৃষ্ঠার পর) [35, 860, 119, 875]
headline-20-crore[interactable]: ২০ কোটি টাকা লুটের [1063, 177, 1290, 208]
newspaper-brand[interactable]: দেশ রূপান্তর [1243, 81, 1380, 115]
article-body: রাজউকের সাবেক চেয়ারম্যান ও সংশ্লিষ্ট কর্মকর্তাদের বিরুদ্ধে প্লট বরাদ্দে অনিয়মের অভিযোগে মামলা করা হয়েছে। দুর্নীতি দমন কমিশনের উপপরিচালক বাদী হয়ে মামলাটি দায়ের করেন। মামলায় পূর্বাচল নতুন শহর প্রকল্পে বরাদ্দ পাওয়া প্লট সংক্রান্ত অভিযোগের বিস্তারিত উল্লেখ করা হয়েছে। আদালত অভিযোগপত্র গ্রহণ করে আসামিদের বিরুদ্ধে গ্রেপ্তারি পরোয়ানা জারি করেছেন এবং পরবর্তী শুনানির দিন ধার্য করেছেন। [35, 1155, 191, 1425]
column-5 [1063, 173, 1380, 2243]
article-body: এ প্রজ্ঞাপন জারি করা হয়েছে। প্রজ্ঞাপনে ভারতের স্থলবন্দর পেট্রাপোল, বেনাপোল, চেকপোস্ট হয়ে সুতা আমদানির সুযোগ বন্ধ করা হয়েছে। তবে সমুদ্রবন্দর দিয়ে সুতা আমদানি অব্যাহত থাকবে। দেশীয় সুতা উৎপাদনকারীদের দাবির প্রেক্ষিতে এ সিদ্ধান্ত নেওয়া হয়েছে বলে জানিয়েছে বাণিজ্য মন্ত্রণালয়। ব্যবসায়ীরা বলছেন, এতে আমদানি খরচ কিছুটা বাড়তে পারে। [550, 233, 762, 384]
recruitment-signature-date: ১৬.০৪.২০২৫ [1154, 1673, 1289, 1701]
article-body: কর জরিমানা নিয়ে বোতলের তেল দিয়েছে বাংলাদেশ ট্রেড অ্যান্ড ট্যারিফ কমিশন। বাজার মনিটরিং জোরদার করতে ভোক্তা অধিকার সংরক্ষণ অধিদপ্তরকে নির্দেশনা দেওয়া হয়েছে। ক্রেতারা অভিযোগ করেছেন, নতুন দাম কার্যকর হওয়ার আগেই অনেক দোকানে বাড়তি দামে তেল বিক্রি হচ্ছে। [780, 1241, 1045, 1341]
notice-lawyer-details: Advocate, Membership No. 6059, Dhaka Bar Association, Supreme Court Bar Association Building, Shahbag, Dhaka-1000. Mobile: 01712052515 [1073, 945, 1370, 989]
recruitment-organization: রপ্তানি উন্নয়ন ব্যুরো [1171, 1732, 1272, 1747]
notice-jurisdiction: (সংবিধিবদ্ধ মূল অধিক্ষেত্র) [1159, 812, 1284, 827]
x-icon[interactable]: X [1243, 140, 1258, 155]
top-rule [35, 133, 1380, 135]
lost-notice-code: পি-১২৬/২৫ [44, 2555, 96, 2568]
masthead [0, 0, 1415, 161]
column-divider [771, 173, 772, 2243]
article-body: কর জরিমানা নিয়ে বোতলের তেল দিয়েছে বাংলাদেশ ট্রেড অ্যান্ড ট্যারিফ কমিশন। বাজার মনিটরিং জোরদার করতে ভোক্তা অধিকার সংরক্ষণ অধিদপ্তরকে নির্দেশনা দেওয়া হয়েছে। ক্রেতারা অভিযোগ করেছেন, নতুন দাম কার্যকর হওয়ার আগেই অনেক দোকানে বাড়তি দামে তেল বিক্রি হচ্ছে। [780, 1345, 1045, 1445]
article-body: বোতলজাত সয়াবিন তেলের দাম লিটারে ১৪ টাকা বাড়িয়ে ১৮৯ টাকা নির্ধারণ করা হয়েছে। খোলা সয়াবিন তেল ১৬৯ টাকা এবং পাম তেল ১৬৯ টাকা নির্ধারণ করা হয়েছে। ভোজ্যতেল পরিশোধনকারী ও বনস্পতি প্রস্তুতকারক সমিতির সঙ্গে বৈঠকের পর এ সিদ্ধান্ত হয়। ব্যবসায়ীরা বলছেন, আন্তর্জাতিক বাজারে দাম বাড়ায় দেশেও সমন্বয় করতে হয়েছে। [550, 1917, 762, 2068]
column-3 [550, 173, 785, 2243]
youtube-icon[interactable]: ▶ [1220, 140, 1235, 155]
article-body: রপ্তানি বহুমুখীকরণ ও বিনিয়োগ বৃদ্ধি না হলে স্বল্পোন্নত দেশ থেকে উত্তরণের পর বাংলাদেশ নানা চ্যালেঞ্জের মুখে পড়তে পারে। বিশেষজ্ঞরা বলছেন, শুল্কমুক্ত সুবিধা হারালে তৈরি পোশাক খাতে প্রতিযোগিতা বাড়বে। এজন্য এখন থেকেই প্রস্তুতি নেওয়া দরকার। সরকারের পক্ষ থেকে উত্তরণ কৌশলপত্র প্রণয়নের কাজ চলছে বলে জানানো হয়েছে। [550, 921, 762, 1072]
article-body: উপস্থিত থাকবেন। নির্বাচন প্রসঙ্গ ও জাতীয় সরকারের শীর্ষ কর্মকর্তাদের সঙ্গে বৈঠক করবে এই প্রতিনিধিদল। সফরের প্রথম দিনে রাজনৈতিক দলগুলোর প্রতিনিধিদের সঙ্গে বৈঠক করবেন তিনি। মিয়ানমার পরিস্থিতি ও রোহিঙ্গা ইস্যুতে বাংলাদেশের অবস্থান তুলে ধরা হবে। একইসঙ্গে দুই দেশের বাণিজ্য সম্পর্ক সম্প্রসারণের বিষয়টিও আলোচনায় আসবে বলে কূটনৈতিক সূত্রে জানা গেছে। পরবর্তী সময়ে সফরের বিস্তারিত কর্মসূচি পররাষ্ট্র মন্ত্রণালয় থেকে জানানো হবে। [35, 507, 191, 776]
headline-sheikh-hasina[interactable]: শেখ হাসিনা-জয়সহ [35, 792, 167, 856]
continued-label: (প্রথম পৃষ্ঠার পর) [35, 213, 119, 227]
dateline: বুধবার, ১৬ এপ্রিল ২০২৫, ৩ বৈশাখ ১৪৩২ [35, 142, 279, 159]
article-body: এনসিপি প্রধান দলের গঠনতন্ত্র সংস্কারের প্রস্তাব দিয়েছেন। দলের কেন্দ্রীয় কমিটির সভায় এ বিষয়ে বিস্তারিত আলোচনা হয়। নেতারা বলেন, দলের অভ্যন্তরীণ গণতন্ত্র শক্তিশালী করতে নিয়মিত কাউন্সিল আয়োজন জরুরি। তৃণমূল পর্যায়ের নেতৃত্ব নির্বাচনে স্বচ্ছতা নিশ্চিত করার ওপর জোর দেওয়া হয়। সভায় সিদ্ধান্ত হয় যে আগামী মাসের মধ্যে সংশোধিত খসড়া চূড়ান্ত করা হবে। [205, 1265, 532, 1365]
article-body: বোতলজাত সয়াবিন তেলের দাম লিটারে ১৪ টাকা বাড়িয়ে ১৮৯ টাকা নির্ধারণ করা হয়েছে। খোলা সয়াবিন তেল ১৬৯ টাকা এবং পাম তেল ১৬৯ টাকা নির্ধারণ করা হয়েছে। ভোজ্যতেল পরিশোধনকারী ও বনস্পতি প্রস্তুতকারক সমিতির সঙ্গে বৈঠকের পর এ সিদ্ধান্ত হয়। ব্যবসায়ীরা বলছেন, আন্তর্জাতিক বাজারে দাম বাড়ায় দেশেও সমন্বয় করতে হয়েছে। [550, 1763, 762, 1914]
article-body: খরচের পরিকল্পিত টাকার হিসাব নিয়ে তদন্ত করে পরিচালনা বোর্ড। অনিয়মের প্রমাণ মেলায় সংশ্লিষ্ট কর্মকর্তাদের বিরুদ্ধে ব্যবস্থা নেওয়ার সুপারিশ করা হয়েছে। দুদকের অনুসন্ধানে জানা যায়, ভুয়া বিল-ভাউচার দেখিয়ে প্রকল্পের টাকা তুলে নেওয়া হয়। এ ঘটনায় জড়িতদের চিহ্নিত করতে একটি কমিটি গঠন করা হয়েছে। [1063, 440, 1380, 540]
article-body: এনসিপি প্রধান দলের গঠনতন্ত্র সংস্কারের প্রস্তাব দিয়েছেন। দলের কেন্দ্রীয় কমিটির সভায় এ বিষয়ে বিস্তারিত আলোচনা হয়। নেতারা বলেন, দলের অভ্যন্তরীণ গণতন্ত্র শক্তিশালী করতে নিয়মিত কাউন্সিল আয়োজন জরুরি। তৃণমূল পর্যায়ের নেতৃত্ব নির্বাচনে স্বচ্ছতা নিশ্চিত করার ওপর জোর দেওয়া হয়। সভায় সিদ্ধান্ত হয় যে আগামী মাসের মধ্যে সংশোধিত খসড়া চূড়ান্ত করা হবে। [205, 1473, 532, 1573]
article-body: রপ্তানি বহুমুখীকরণ ও বিনিয়োগ বৃদ্ধি না হলে স্বল্পোন্নত দেশ থেকে উত্তরণের পর বাংলাদেশ নানা চ্যালেঞ্জের মুখে পড়তে পারে। বিশেষজ্ঞরা বলছেন, শুল্কমুক্ত সুবিধা হারালে তৈরি পোশাক খাতে প্রতিযোগিতা বাড়বে। এজন্য এখন থেকেই প্রস্তুতি নেওয়া দরকার। সরকারের পক্ষ থেকে উত্তরণ কৌশলপত্র প্রণয়নের কাজ চলছে বলে জানানো হয়েছে। [550, 1075, 762, 1227]
article-body: জানা গেছে, চীন, তুরস্ক, উজবেকিস্তান এবং দেশের উৎপাদিত সুতার দাম তুলনামূলক কম হওয়ায় স্থলবন্দর দিয়ে আমদানি বাড়ছিল। স্থানীয় শিল্প রক্ষায় এ পদক্ষেপ নেওয়া হয়েছে। টেক্সটাইল মিলমালিকরা এ সিদ্ধান্তকে স্বাগত জানিয়েছেন। [780, 505, 1045, 587]
